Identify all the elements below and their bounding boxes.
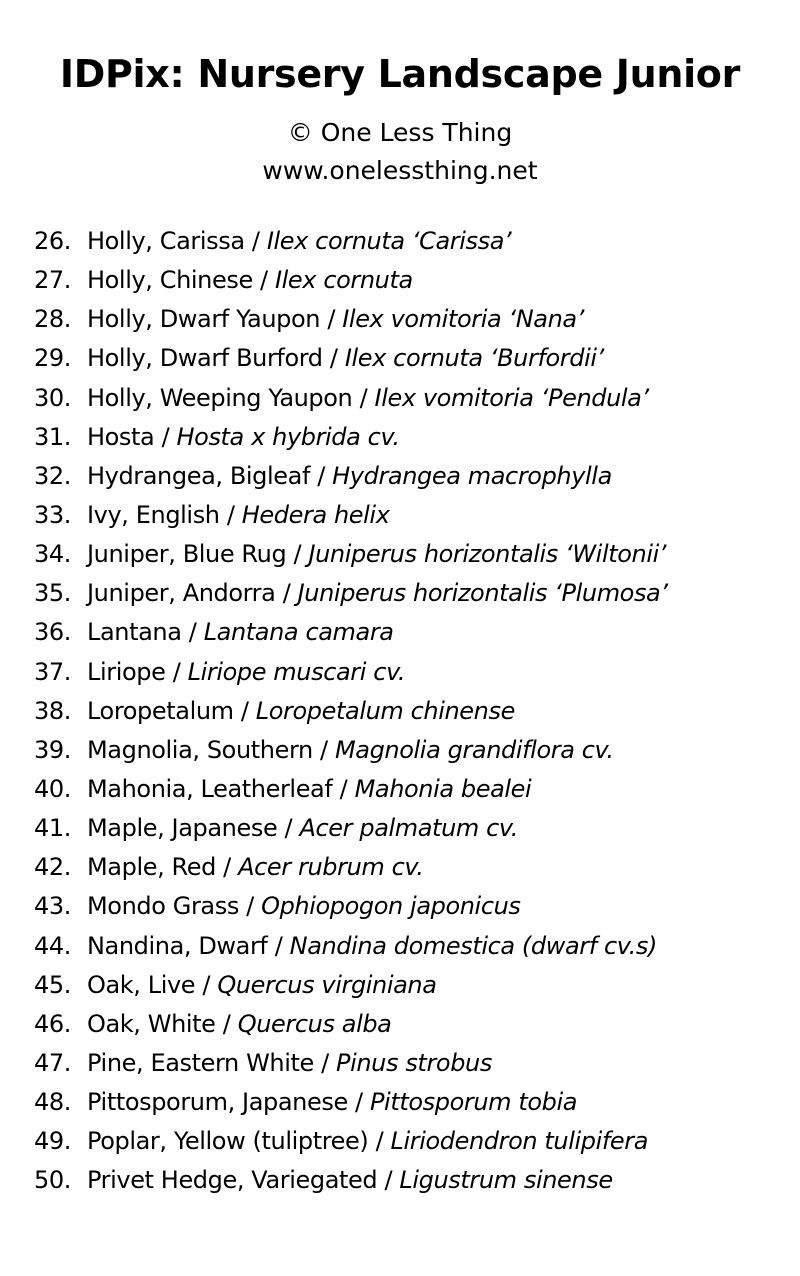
name-separator: / [215,1009,238,1038]
plant-list [34,222,794,1201]
plant-common-name: Oak, Live [87,970,196,999]
plant-common-name: Magnolia, Southern [87,735,313,764]
name-separator: / [277,814,300,843]
plant-list-item [34,379,794,418]
name-separator: / [244,227,267,255]
plant-number: 41. [34,814,71,843]
plant-number: 38. [34,696,71,725]
plant-number: 46. [34,1009,71,1038]
plant-common-name: Nandina, Dwarf [87,931,268,960]
name-separator: / [347,1088,370,1117]
website-url: www.onelessthing.net [262,156,538,185]
plant-common-name: Liriope [87,657,166,686]
plant-common-name: Loropetalum [87,696,234,725]
plant-scientific-name: Hedera helix [241,500,390,529]
plant-common-name: Holly, Carissa [87,227,245,255]
plant-common-name: Pine, Eastern White [87,1048,314,1077]
plant-common-name: Juniper, Blue Rug [87,540,287,569]
plant-scientific-name: Juniperus horizontalis ‘Plumosa’ [297,579,668,608]
name-separator: / [154,422,177,451]
plant-scientific-name: Ilex cornuta [274,266,413,295]
plant-list-item [34,1005,794,1044]
plant-number: 33. [34,500,71,529]
copyright-line: © One Less Thing [287,118,513,147]
plant-scientific-name: Juniperus horizontalis ‘Wiltonii’ [308,540,667,569]
name-separator: / [377,1166,400,1195]
plant-common-name: Holly, Dwarf Yaupon [87,305,321,334]
plant-list-item [34,653,794,692]
plant-number: 44. [34,931,71,960]
name-separator: / [215,853,239,882]
name-separator: / [195,970,218,999]
plant-common-name: Maple, Japanese [87,814,278,843]
plant-list-item [34,339,794,378]
plant-scientific-name: Ilex cornuta ‘Carissa’ [266,227,512,255]
plant-scientific-name: Ophiopogon japonicus [261,892,521,921]
document-credits [0,114,800,190]
plant-scientific-name: Ilex vomitoria ‘Pendula’ [374,383,649,412]
plant-scientific-name: Quercus virginiana [217,970,437,999]
plant-common-name: Lantana [87,618,182,647]
document-title: IDPix: Nursery Landscape Junior [59,52,741,96]
plant-list-item [34,1161,794,1200]
plant-common-name: Mahonia, Leatherleaf [87,774,333,803]
plant-list-item [34,1083,794,1122]
plant-scientific-name: Liriodendron tulipifera [390,1127,649,1156]
name-separator: / [181,618,204,647]
plant-common-name: Pittosporum, Japanese [87,1088,348,1117]
plant-list-item [34,574,794,613]
name-separator: / [322,344,345,373]
plant-list-item [34,418,794,457]
name-separator: / [233,696,256,725]
name-separator: / [252,266,275,295]
plant-number: 31. [34,422,71,451]
plant-scientific-name: Lantana camara [203,618,394,647]
plant-scientific-name: Liriope muscari cv. [187,657,406,686]
plant-list-item [34,613,794,652]
plant-number: 42. [34,853,71,882]
name-separator: / [332,774,355,803]
plant-number: 27. [34,266,71,295]
plant-number: 29. [34,344,71,373]
plant-common-name: Hydrangea, Bigleaf [87,461,310,490]
name-separator: / [310,461,333,490]
name-separator: / [238,892,262,921]
plant-common-name: Hosta [87,422,155,451]
plant-scientific-name: Hosta x hybrida cv. [176,422,400,451]
plant-number: 50. [34,1166,71,1195]
plant-number: 37. [34,657,71,686]
plant-list-item [34,1122,794,1161]
plant-scientific-name: Loropetalum chinense [255,696,515,725]
plant-number: 47. [34,1048,71,1077]
plant-number: 34. [34,540,71,569]
name-separator: / [219,500,242,529]
plant-list-item [34,848,794,887]
plant-scientific-name: Hydrangea macrophylla [332,461,612,490]
plant-list-item [34,261,794,300]
plant-scientific-name: Nandina domestica (dwarf cv.s) [289,931,657,960]
plant-number: 35. [34,579,71,608]
plant-number: 45. [34,970,71,999]
plant-scientific-name: Acer palmatum cv. [299,814,518,843]
plant-common-name: Juniper, Andorra [87,579,276,608]
plant-scientific-name: Mahonia bealei [354,774,532,803]
plant-number: 26. [34,227,71,255]
plant-number: 32. [34,461,71,490]
plant-common-name: Mondo Grass [87,892,239,921]
plant-number: 28. [34,305,71,334]
plant-number: 40. [34,774,71,803]
plant-list-item [34,692,794,731]
plant-list-item [34,496,794,535]
plant-scientific-name: Ilex cornuta ‘Burfordii’ [344,344,604,373]
plant-list-item [34,222,794,261]
plant-number: 36. [34,618,71,647]
plant-scientific-name: Ligustrum sinense [399,1166,613,1195]
plant-list-item [34,457,794,496]
name-separator: / [368,1127,391,1156]
plant-common-name: Holly, Chinese [87,266,253,295]
name-separator: / [267,931,290,960]
plant-scientific-name: Quercus alba [237,1009,392,1038]
plant-scientific-name: Acer rubrum cv. [238,853,424,882]
plant-number: 39. [34,735,71,764]
name-separator: / [275,579,298,608]
plant-common-name: Holly, Weeping Yaupon [87,383,353,412]
plant-common-name: Oak, White [87,1009,216,1038]
plant-number: 30. [34,383,71,412]
plant-common-name: Privet Hedge, Variegated [87,1166,378,1195]
plant-common-name: Holly, Dwarf Burford [87,344,323,373]
plant-list-item [34,300,794,339]
name-separator: / [312,735,335,764]
plant-common-name: Ivy, English [87,500,220,529]
plant-scientific-name: Magnolia grandiflora cv. [334,735,614,764]
plant-list-item [34,1044,794,1083]
name-separator: / [286,540,309,569]
plant-scientific-name: Pinus strobus [336,1048,492,1077]
name-separator: / [313,1048,337,1077]
plant-scientific-name: Ilex vomitoria ‘Nana’ [342,305,584,334]
name-separator: / [320,305,343,334]
plant-common-name: Maple, Red [87,853,216,882]
plant-scientific-name: Pittosporum tobia [369,1088,578,1117]
name-separator: / [352,383,375,412]
plant-list-item [34,927,794,966]
plant-list-item [34,809,794,848]
plant-list-item [34,535,794,574]
plant-list-item [34,966,794,1005]
plant-list-item [34,731,794,770]
plant-number: 48. [34,1088,71,1117]
plant-number: 43. [34,892,71,921]
plant-list-item [34,887,794,926]
plant-number: 49. [34,1127,71,1156]
plant-common-name: Poplar, Yellow (tuliptree) [87,1127,369,1156]
plant-list-item [34,770,794,809]
name-separator: / [165,657,188,686]
